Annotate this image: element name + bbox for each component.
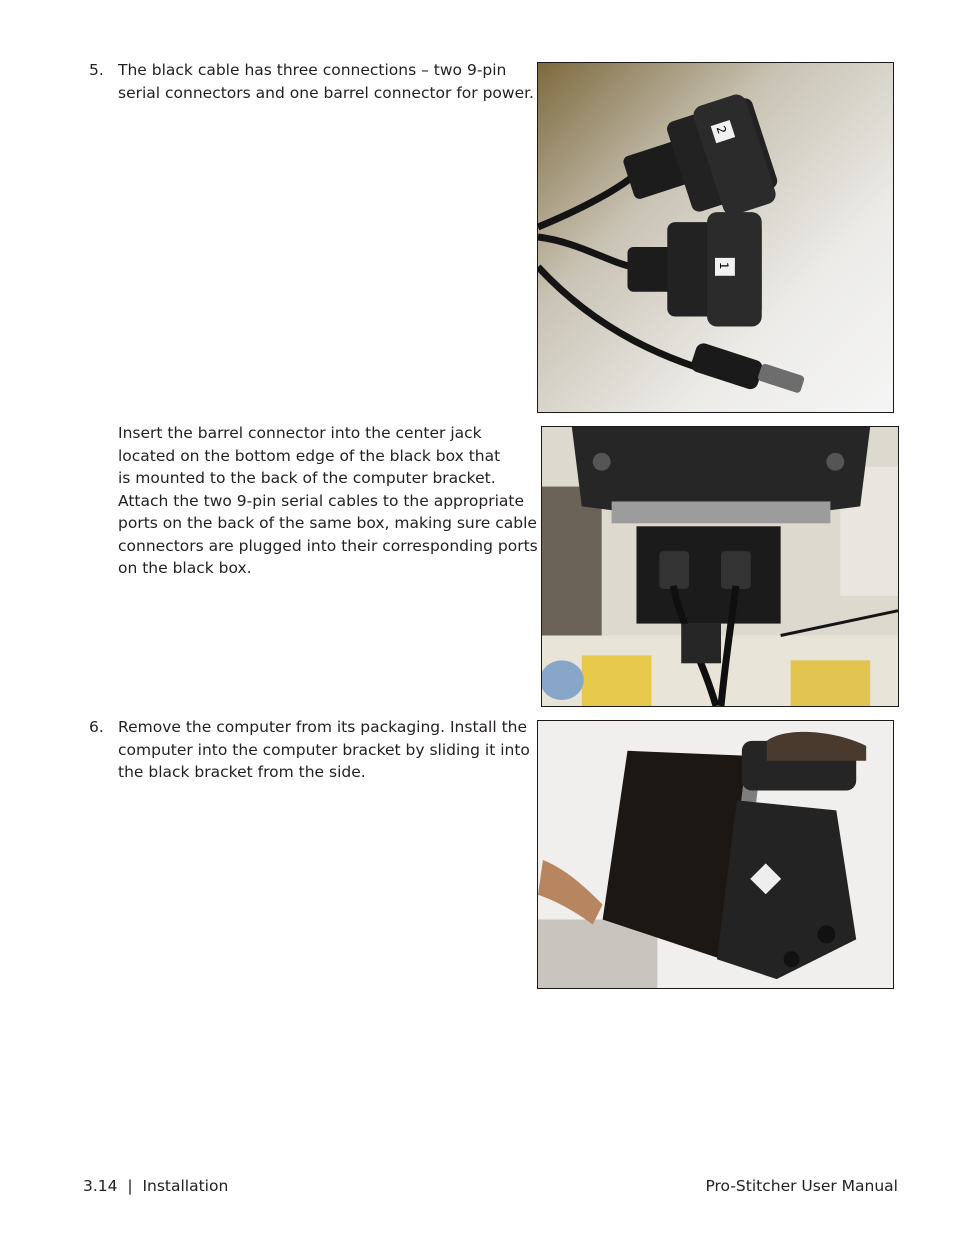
text-line: connectors are plugged into their corresponding ports: [118, 536, 538, 555]
text-line: the black bracket from the side.: [118, 763, 366, 781]
step-5-number: 5.: [89, 61, 104, 79]
step-6-text: [118, 716, 530, 784]
cable-label-1: 1: [716, 261, 731, 270]
text-line: Insert the barrel connector into the center jack: [118, 424, 482, 442]
text-line: is mounted to the back of the computer bracket.: [118, 469, 496, 487]
text-line: Remove the computer from its packaging. Install the: [118, 718, 528, 736]
text-line: computer into the computer bracket by sliding it into: [118, 740, 530, 759]
step-5-text: [118, 59, 534, 104]
cable-label-2: 2: [713, 124, 730, 136]
text-line: serial connectors and one barrel connector for power.: [118, 83, 534, 102]
footer-right: Pro-Stitcher User Manual: [705, 1177, 898, 1195]
photo-black-box-ports: [541, 426, 899, 707]
text-line: on the black box.: [118, 559, 252, 577]
text-line: ports on the back of the same box, making sure cable: [118, 514, 537, 532]
text-line: The black cable has three connections – two 9-pin: [118, 61, 507, 79]
step-6-number: 6.: [89, 718, 104, 736]
text-line: Attach the two 9-pin serial cables to the appropriate: [118, 491, 525, 510]
photo-cable-connectors: [537, 62, 894, 413]
step-5-continuation-text: [118, 422, 538, 580]
footer-left: 3.14 | Installation: [83, 1177, 229, 1195]
photo-computer-bracket: [537, 720, 894, 989]
text-line: located on the bottom edge of the black box that: [118, 446, 501, 465]
